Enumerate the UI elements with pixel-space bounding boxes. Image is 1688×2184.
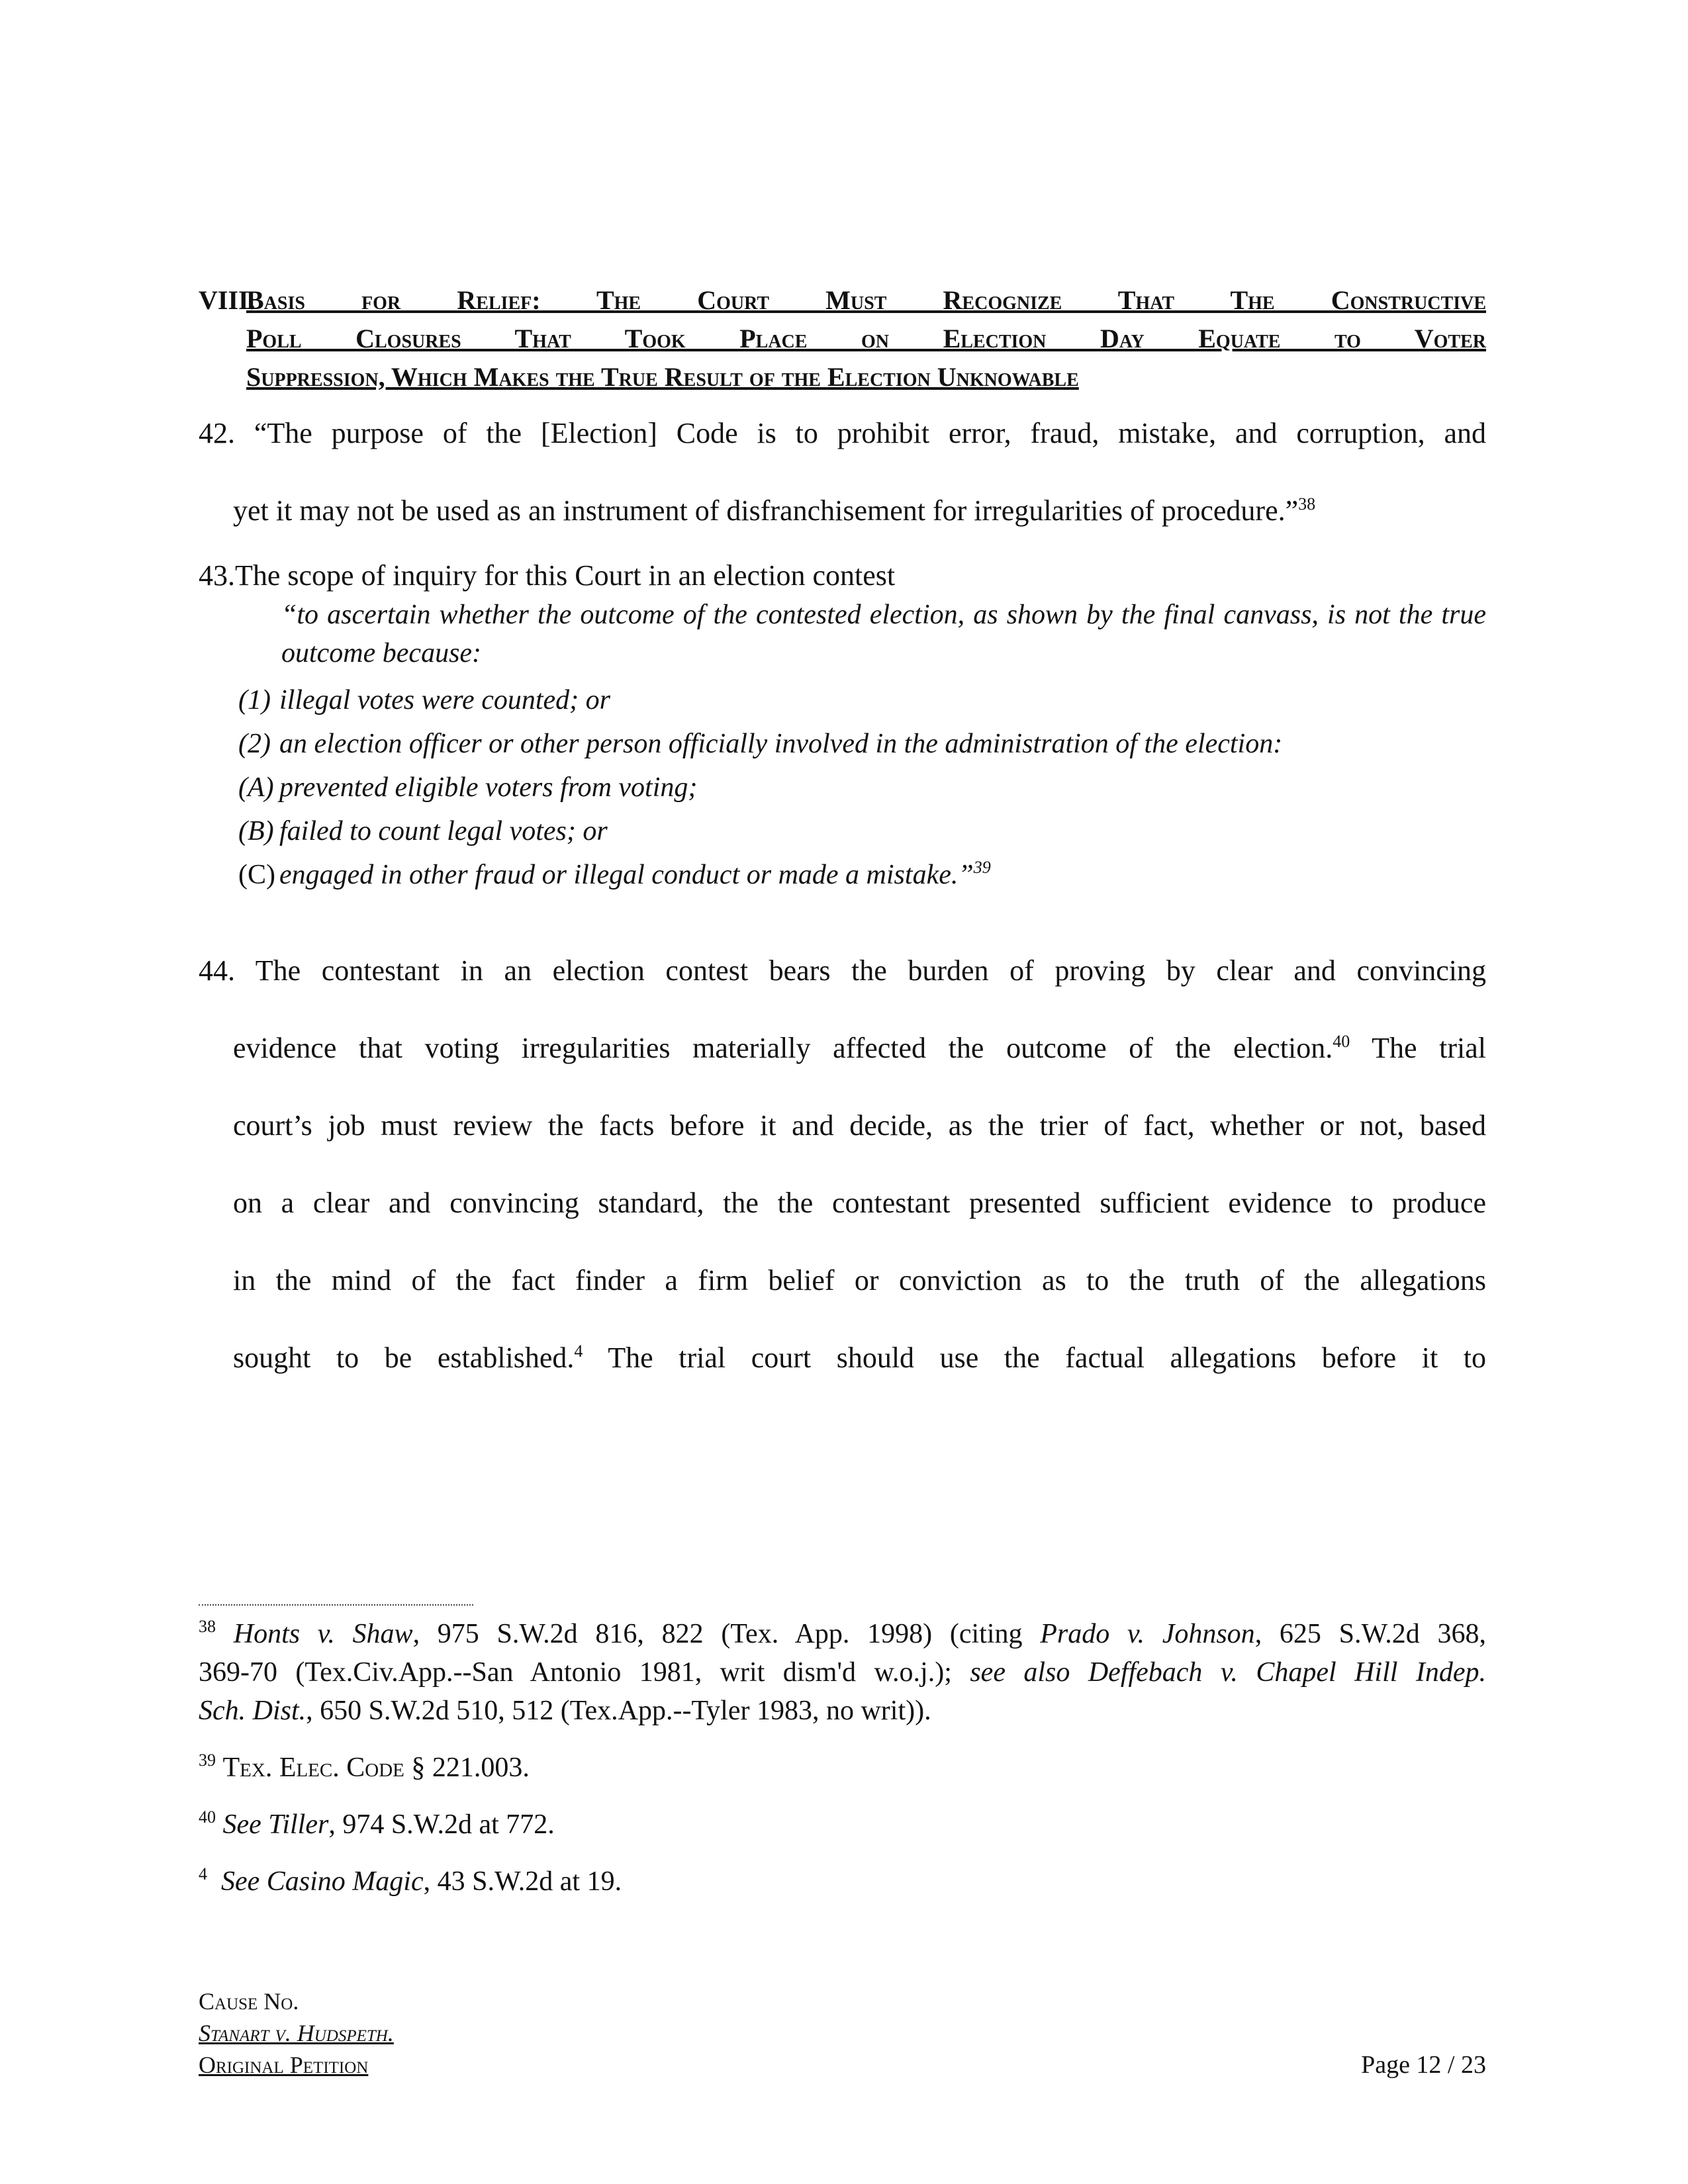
- footnote-line: [199, 1749, 1486, 1787]
- paragraph-line: on a clear and convincing standard, the the contestant presented sufficient evidence to produce: [233, 1187, 1486, 1219]
- footnote-line: [199, 1615, 1486, 1653]
- paragraph-44: [199, 932, 1486, 1396]
- quote-line: outcome because:: [281, 638, 482, 668]
- citation: , 974 S.W.2d at 772.: [328, 1809, 555, 1840]
- footnote-line: [199, 1805, 1486, 1844]
- citation: , 650 S.W.2d 510, 512 (Tex.App.--Tyler 1983, no writ)).: [306, 1696, 931, 1726]
- section-heading: [199, 281, 1486, 396]
- statute-quote: [281, 596, 1486, 672]
- footnote-number: 40: [199, 1807, 216, 1827]
- section-title-line-3: Suppression, Which Makes the True Result of the Election Unknowable: [246, 362, 1079, 392]
- paragraph-text: The trial: [1350, 1032, 1486, 1064]
- paragraph-text: yet it may not be used as an instrument of disfranchisement for irregularities of procedure.”: [233, 494, 1299, 527]
- list-item-text: engaged in other fraud or illegal conduct or made a mistake.”: [279, 860, 974, 890]
- signal: See Tiller: [222, 1809, 329, 1840]
- list-item: [238, 722, 1486, 766]
- list-marker: (1): [238, 685, 271, 715]
- footnote-ref: 40: [1333, 1032, 1350, 1051]
- footnote-line: [199, 1862, 1486, 1901]
- list-marker: (A): [238, 772, 274, 803]
- footnote-4: [199, 1862, 1486, 1901]
- paragraph-line: court’s job must review the facts before it and decide, as the trier of fact, whether or not, based: [233, 1109, 1486, 1142]
- case-caption: Stanart v. Hudspeth.: [199, 2020, 394, 2046]
- list-item: [238, 809, 1486, 853]
- citation: Tex. Elec. Code § 221.003.: [222, 1752, 530, 1783]
- list-marker: (2): [238, 729, 271, 759]
- footnote-number: 38: [199, 1617, 216, 1636]
- footnote-38: [199, 1615, 1486, 1730]
- footnote-39: [199, 1749, 1486, 1787]
- paragraph-text: evidence that voting irregularities materially affected the outcome of the election.: [233, 1032, 1333, 1064]
- list-item-text: prevented eligible voters from voting;: [279, 772, 698, 803]
- section-number: VIII.: [199, 285, 256, 315]
- list-item: [238, 678, 1486, 722]
- footnote-number: 39: [199, 1751, 216, 1770]
- footnote-number: 4: [199, 1864, 207, 1884]
- signal: See Casino Magic: [221, 1866, 424, 1897]
- list-marker: (C): [238, 860, 275, 890]
- footnote-ref: 4: [574, 1342, 583, 1361]
- paragraph-line: [199, 1009, 1486, 1087]
- section-title-line-1: Basis for Relief: The Court Must Recognize That The Constructive: [246, 285, 1486, 315]
- footnote-ref: 39: [973, 858, 991, 877]
- citation: , 625 S.W.2d 368,: [1254, 1619, 1487, 1649]
- quote-line: “to ascertain whether the outcome of the contested election, as shown by the final canvass, is not the true: [281, 600, 1486, 630]
- list-item-text: an election officer or other person officially involved in the administration of the election:: [279, 729, 1283, 759]
- footnotes: [199, 1615, 1486, 1919]
- case-name: Deffebach v. Chapel Hill Indep.: [1070, 1657, 1486, 1688]
- footnote-40: [199, 1805, 1486, 1844]
- page-number: Page 12 / 23: [1361, 2051, 1486, 2079]
- page-footer: [199, 1985, 1486, 2081]
- paragraph-text: The trial court should use the factual allegations before it to: [583, 1342, 1487, 1374]
- paragraph-43: [199, 556, 1486, 596]
- citation: , 975 S.W.2d 816, 822 (Tex. App. 1998) (citing: [412, 1619, 1041, 1649]
- case-name: Prado v. Johnson: [1040, 1619, 1255, 1649]
- list-marker: (B): [238, 816, 274, 846]
- footnote-line: [199, 1692, 1486, 1730]
- signal: see also: [970, 1657, 1070, 1688]
- document-type: Original Petition: [199, 2052, 369, 2078]
- cause-number: Cause No.: [199, 1988, 299, 2015]
- paragraph-line: [199, 472, 1486, 549]
- list-item: [238, 766, 1486, 809]
- paragraph-line: [199, 1319, 1486, 1396]
- footnote-divider: [199, 1604, 473, 1606]
- footnote-line: [199, 1653, 1486, 1692]
- case-name: Honts v. Shaw: [233, 1619, 413, 1649]
- paragraph-line: in the mind of the fact finder a firm belief or conviction as to the truth of the allegations: [233, 1264, 1486, 1297]
- statute-items: [238, 678, 1486, 897]
- list-item-text: illegal votes were counted; or: [279, 685, 610, 715]
- section-title-line-2: Poll Closures That Took Place on Election Day Equate to Voter: [246, 324, 1486, 353]
- citation: 369-70 (Tex.Civ.App.--San Antonio 1981, writ dism'd w.o.j.);: [199, 1657, 970, 1688]
- paragraph-line: 43.The scope of inquiry for this Court in an election contest: [199, 559, 896, 592]
- list-item-text: failed to count legal votes; or: [279, 816, 608, 846]
- citation: , 43 S.W.2d at 19.: [423, 1866, 622, 1897]
- paragraph-line: 44. The contestant in an election contest bears the burden of proving by clear and convincing: [199, 954, 1486, 987]
- paragraph-text: sought to be established.: [233, 1342, 575, 1374]
- footnote-ref: 38: [1298, 494, 1316, 514]
- paragraph-42: [199, 394, 1486, 549]
- list-item: [238, 853, 1486, 897]
- case-name: Sch. Dist.: [199, 1696, 306, 1726]
- paragraph-line: 42. “The purpose of the [Election] Code is to prohibit error, fraud, mistake, and corruption, and: [199, 417, 1486, 449]
